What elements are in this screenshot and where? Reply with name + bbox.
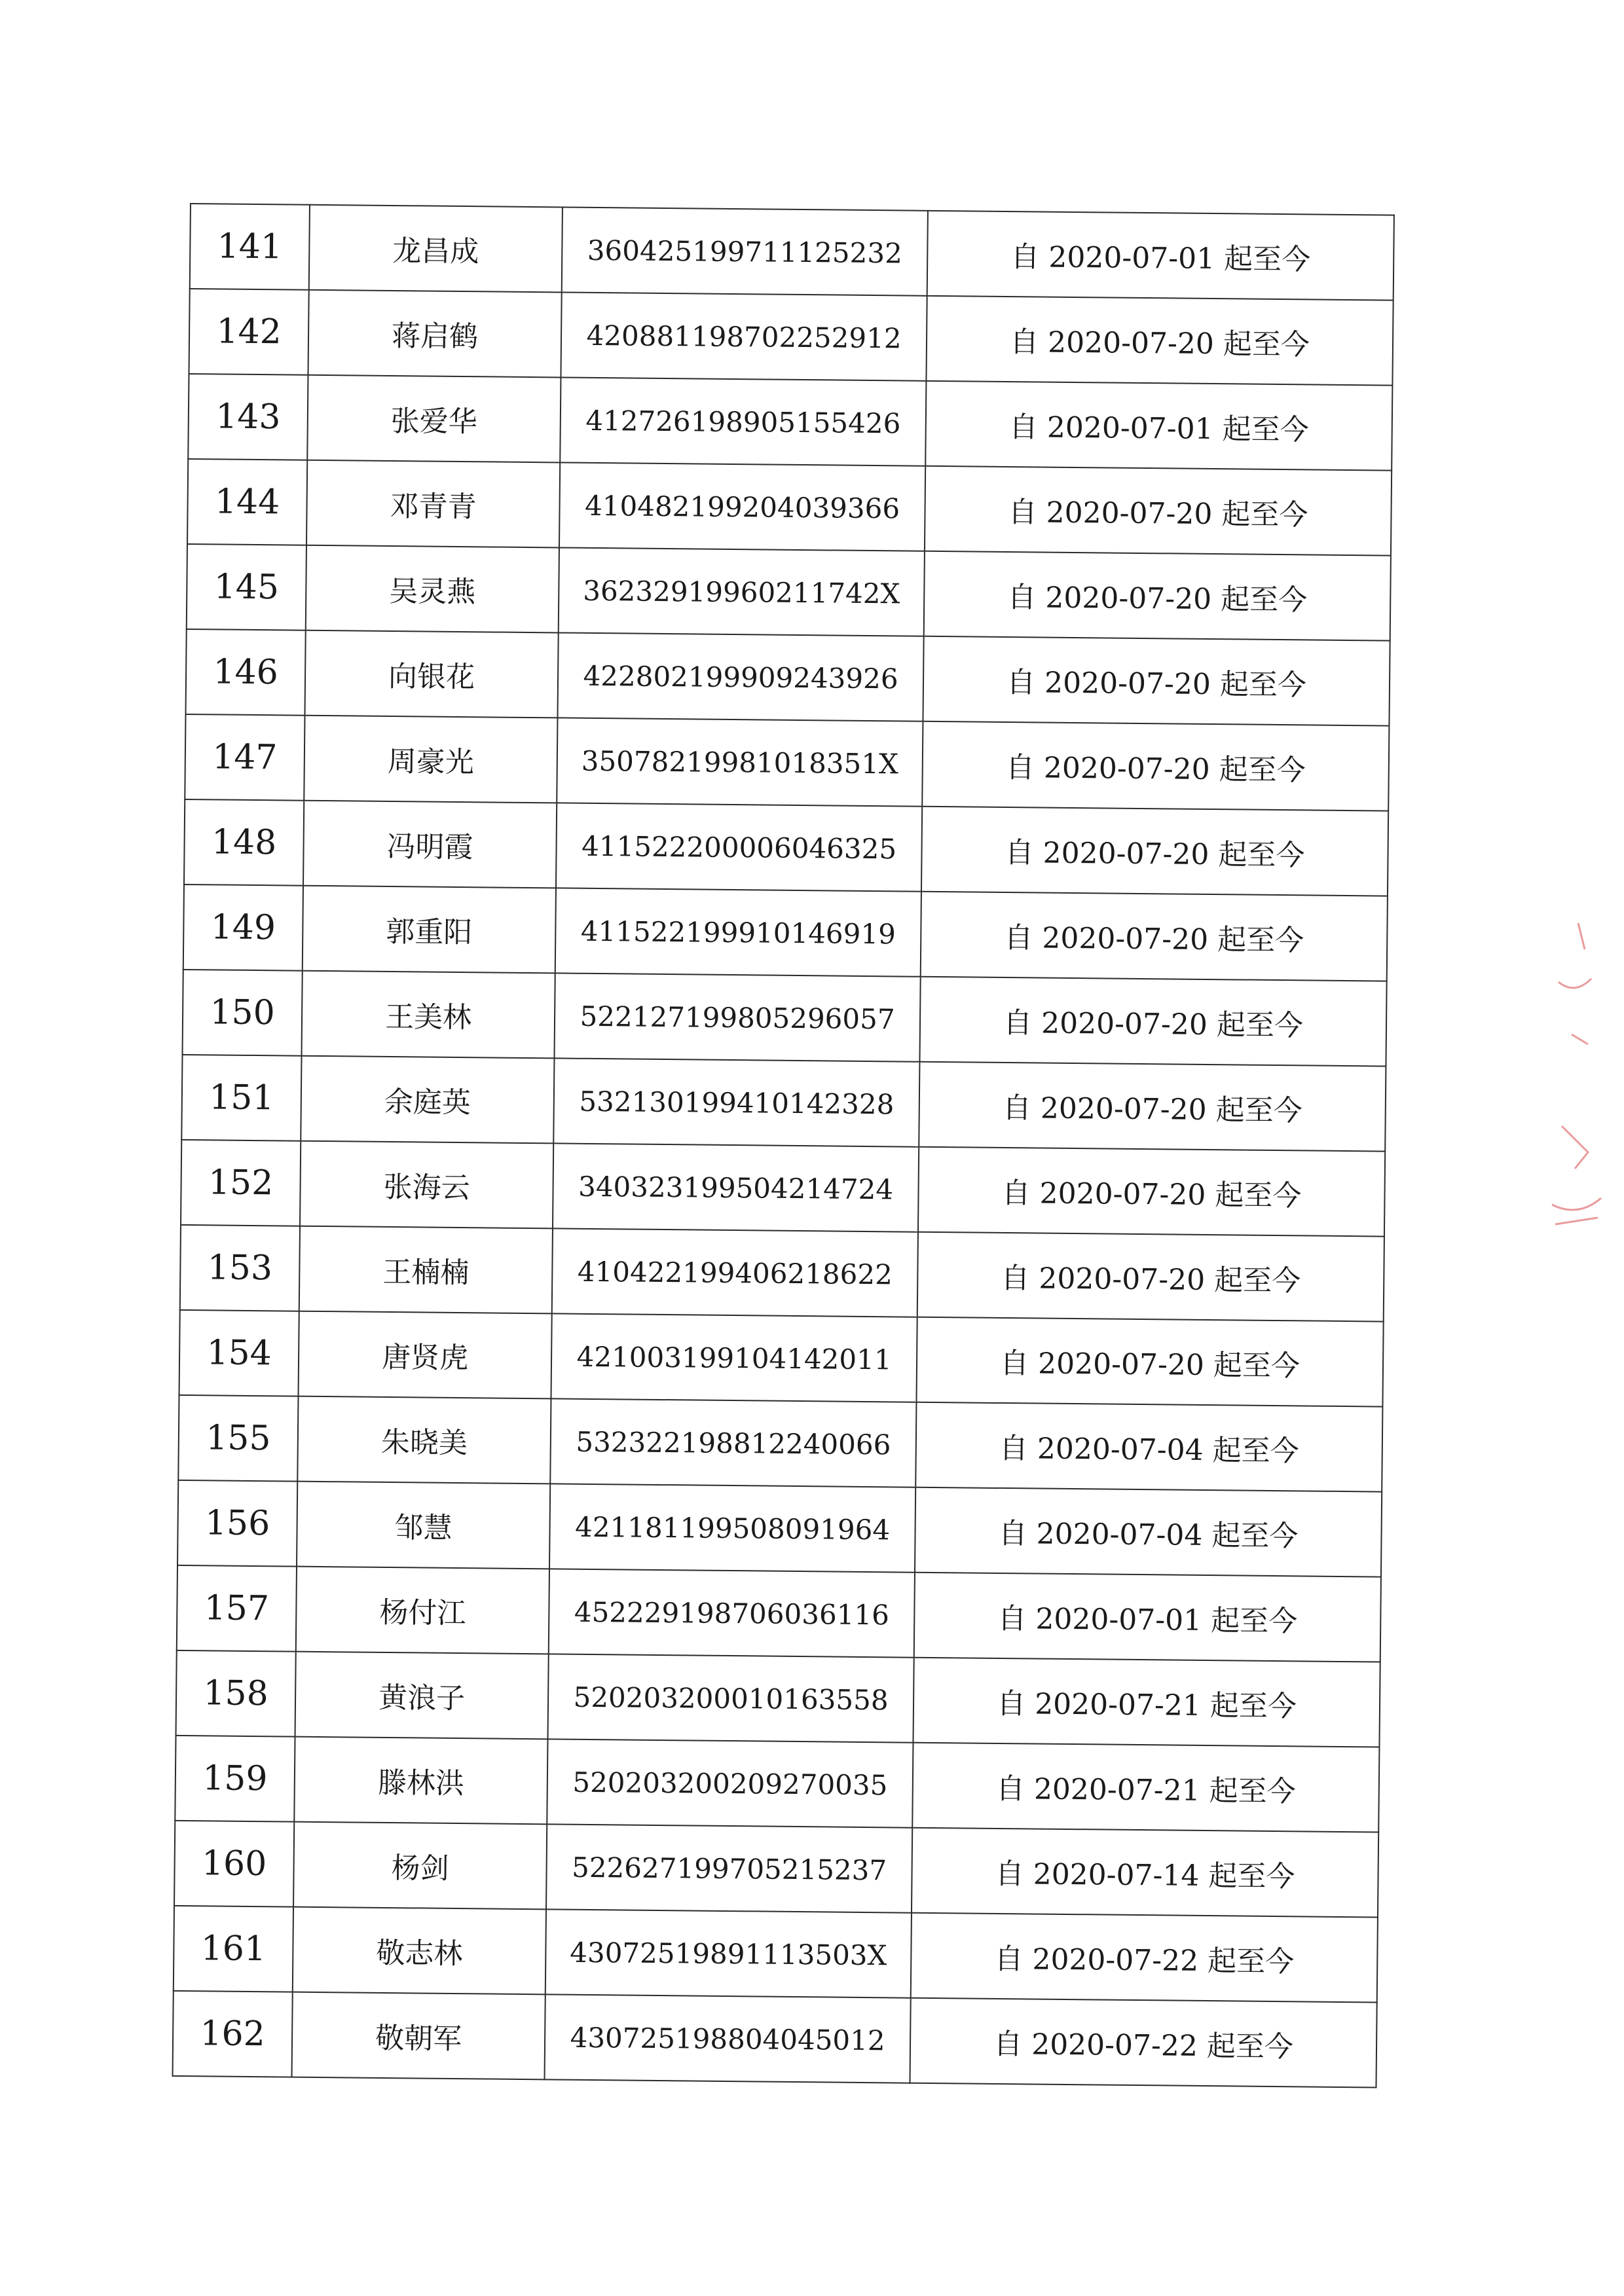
name-cell: 唐贤虎 — [299, 1311, 552, 1399]
date-suffix: 起至今 — [1211, 1519, 1299, 1554]
start-date: 2020-07-22 — [1032, 1942, 1199, 1978]
start-date: 2020-07-21 — [1033, 1772, 1200, 1808]
date-suffix: 起至今 — [1209, 1774, 1296, 1809]
date-prefix: 自 — [1010, 240, 1040, 274]
start-date: 2020-07-20 — [1039, 1176, 1206, 1212]
employment-period-cell — [921, 807, 1388, 896]
employment-period-cell — [916, 1317, 1383, 1407]
id-number-cell: 35078219981018351X — [557, 718, 923, 806]
date-suffix: 起至今 — [1215, 1093, 1302, 1128]
date-suffix: 起至今 — [1213, 1349, 1301, 1383]
start-date: 2020-07-01 — [1046, 410, 1213, 446]
start-date: 2020-07-20 — [1041, 1006, 1208, 1042]
employment-period-cell — [919, 1062, 1386, 1152]
employment-period-cell — [918, 1147, 1385, 1237]
date-prefix: 自 — [1009, 325, 1039, 359]
start-date: 2020-07-21 — [1034, 1687, 1202, 1722]
start-date: 2020-07-20 — [1046, 496, 1213, 532]
row-number-cell: 154 — [179, 1310, 299, 1396]
table-row — [178, 1395, 1382, 1492]
start-date: 2020-07-20 — [1042, 921, 1209, 957]
date-prefix: 自 — [1002, 1091, 1032, 1125]
start-date: 2020-07-20 — [1039, 1262, 1206, 1297]
date-suffix: 起至今 — [1218, 838, 1305, 873]
date-suffix: 起至今 — [1221, 498, 1308, 532]
employment-period-cell — [919, 977, 1386, 1066]
row-number-cell: 145 — [187, 544, 306, 630]
name-cell: 余庭英 — [301, 1056, 554, 1144]
roster-table-wrapper — [172, 203, 1388, 2088]
table-row — [176, 1650, 1380, 1747]
date-prefix: 自 — [1004, 920, 1033, 955]
employment-period-cell — [925, 381, 1392, 471]
id-number-cell: 520203200010163558 — [548, 1654, 914, 1742]
employment-period-cell — [922, 721, 1389, 811]
row-number-cell: 142 — [189, 289, 308, 375]
row-number-cell: 158 — [176, 1650, 296, 1737]
date-prefix: 自 — [1005, 751, 1035, 785]
date-prefix: 自 — [999, 1346, 1029, 1381]
table-row — [174, 1821, 1378, 1918]
id-number-cell: 532130199410142328 — [553, 1058, 919, 1146]
table-row — [183, 884, 1388, 981]
row-number-cell: 160 — [174, 1821, 294, 1907]
id-number-cell: 36232919960211742X — [559, 547, 925, 636]
employment-period-cell — [921, 892, 1388, 981]
employment-period-cell — [926, 296, 1393, 386]
employment-period-cell — [912, 1828, 1378, 1918]
date-suffix: 起至今 — [1223, 242, 1311, 277]
start-date: 2020-07-04 — [1036, 1517, 1203, 1552]
date-suffix: 起至今 — [1219, 668, 1307, 702]
name-cell: 敬志林 — [293, 1907, 546, 1995]
row-number-cell: 144 — [187, 459, 307, 545]
date-prefix: 自 — [995, 1772, 1025, 1806]
date-suffix: 起至今 — [1216, 1008, 1304, 1043]
date-prefix: 自 — [999, 1431, 1029, 1466]
table-row — [183, 970, 1387, 1066]
date-prefix: 自 — [997, 1601, 1027, 1636]
start-date: 2020-07-20 — [1045, 581, 1212, 617]
employment-period-cell — [911, 1913, 1378, 2003]
start-date: 2020-07-20 — [1043, 836, 1209, 871]
name-cell: 黄浪子 — [295, 1652, 549, 1740]
start-date: 2020-07-22 — [1031, 2028, 1198, 2063]
name-cell: 张海云 — [300, 1141, 553, 1229]
row-number-cell: 147 — [185, 714, 304, 801]
name-cell: 冯明霞 — [303, 801, 557, 888]
id-number-cell: 43072519891113503X — [545, 1909, 912, 1997]
date-suffix: 起至今 — [1210, 1604, 1298, 1639]
table-row — [186, 629, 1390, 726]
table-row — [174, 1906, 1378, 2003]
date-suffix: 起至今 — [1213, 1264, 1301, 1298]
id-number-cell: 360425199711125232 — [562, 207, 928, 295]
row-number-cell: 150 — [183, 970, 303, 1056]
start-date: 2020-07-20 — [1037, 1347, 1205, 1382]
id-number-cell: 420881198702252912 — [561, 292, 927, 380]
id-number-cell: 421003199104142011 — [551, 1313, 917, 1402]
table-row — [173, 1991, 1377, 2088]
date-suffix: 起至今 — [1222, 412, 1309, 447]
date-suffix: 起至今 — [1208, 1859, 1295, 1894]
id-number-cell: 422802199909243926 — [557, 632, 923, 721]
table-row — [190, 204, 1394, 301]
name-cell: 邹慧 — [297, 1482, 550, 1569]
date-suffix: 起至今 — [1223, 327, 1310, 362]
row-number-cell: 146 — [186, 629, 306, 716]
table-row — [185, 714, 1389, 811]
date-prefix: 自 — [998, 1516, 1027, 1551]
table-row — [187, 544, 1391, 641]
employment-period-cell — [913, 1658, 1380, 1747]
name-cell: 王楠楠 — [299, 1226, 553, 1314]
start-date: 2020-07-20 — [1047, 325, 1215, 361]
row-number-cell: 162 — [173, 1991, 293, 2077]
start-date: 2020-07-01 — [1035, 1602, 1202, 1637]
name-cell: 杨剑 — [293, 1822, 547, 1910]
table-row — [175, 1736, 1379, 1832]
date-suffix: 起至今 — [1217, 923, 1304, 958]
date-prefix: 自 — [995, 1857, 1024, 1891]
name-cell: 杨付江 — [296, 1567, 549, 1654]
row-number-cell: 157 — [177, 1565, 297, 1652]
employment-period-cell — [924, 551, 1391, 641]
red-stamp-mark — [1539, 910, 1611, 1250]
id-number-cell: 411522199910146919 — [555, 888, 921, 976]
table-row — [180, 1225, 1384, 1322]
table-row — [177, 1480, 1382, 1577]
name-cell: 敬朝军 — [292, 1992, 545, 2080]
name-cell: 郭重阳 — [303, 886, 556, 974]
start-date: 2020-07-01 — [1048, 240, 1215, 276]
name-cell: 吴灵燕 — [306, 545, 559, 633]
name-cell: 王美林 — [302, 971, 555, 1059]
employment-period-cell — [914, 1573, 1381, 1662]
date-suffix: 起至今 — [1207, 1944, 1295, 1979]
id-number-cell: 410482199204039366 — [559, 462, 925, 551]
id-number-cell: 532322198812240066 — [550, 1398, 916, 1487]
id-number-cell: 430725198804045012 — [545, 1994, 911, 2083]
date-prefix: 自 — [994, 1942, 1024, 1977]
id-number-cell: 410422199406218622 — [552, 1228, 918, 1317]
employment-period-cell — [912, 1743, 1379, 1832]
date-suffix: 起至今 — [1215, 1178, 1302, 1213]
date-prefix: 自 — [1008, 496, 1037, 530]
row-number-cell: 143 — [188, 374, 308, 460]
date-prefix: 自 — [1006, 666, 1036, 700]
id-number-cell: 412726198905155426 — [560, 377, 926, 465]
roster-table — [172, 203, 1395, 2088]
date-suffix: 起至今 — [1212, 1434, 1299, 1468]
row-number-cell: 152 — [181, 1140, 301, 1226]
start-date: 2020-07-04 — [1037, 1432, 1204, 1467]
start-date: 2020-07-20 — [1040, 1091, 1207, 1127]
table-row — [181, 1055, 1386, 1152]
id-number-cell: 522627199705215237 — [546, 1824, 912, 1912]
table-row — [188, 374, 1392, 471]
date-suffix: 起至今 — [1209, 1689, 1297, 1724]
name-cell: 朱晓美 — [297, 1396, 551, 1484]
row-number-cell: 149 — [183, 884, 303, 971]
start-date: 2020-07-20 — [1044, 666, 1211, 701]
roster-table-body — [173, 204, 1394, 2088]
table-row — [189, 289, 1393, 386]
name-cell: 滕林洪 — [294, 1737, 547, 1825]
row-number-cell: 159 — [175, 1736, 295, 1822]
row-number-cell: 141 — [190, 204, 310, 290]
employment-period-cell — [915, 1487, 1382, 1577]
date-prefix: 自 — [1001, 1176, 1031, 1211]
start-date: 2020-07-20 — [1043, 751, 1210, 786]
date-prefix: 自 — [996, 1686, 1026, 1721]
date-suffix: 起至今 — [1220, 583, 1308, 617]
employment-period-cell — [923, 636, 1390, 726]
row-number-cell: 153 — [180, 1225, 300, 1311]
name-cell: 周豪光 — [304, 716, 557, 803]
id-number-cell: 452229198706036116 — [549, 1569, 915, 1657]
employment-period-cell — [925, 466, 1392, 556]
id-number-cell: 411522200006046325 — [556, 803, 922, 891]
date-prefix: 自 — [1003, 1006, 1033, 1040]
date-prefix: 自 — [1008, 410, 1039, 445]
start-date: 2020-07-14 — [1033, 1857, 1200, 1893]
employment-period-cell — [910, 1998, 1376, 2088]
name-cell: 蒋启鹤 — [308, 290, 561, 378]
id-number-cell: 340323199504214724 — [553, 1143, 919, 1231]
name-cell: 邓青青 — [306, 460, 560, 548]
id-number-cell: 520203200209270035 — [547, 1739, 913, 1827]
name-cell: 张爱华 — [307, 375, 561, 463]
row-number-cell: 156 — [177, 1480, 297, 1567]
date-prefix: 自 — [1001, 1261, 1030, 1296]
table-row — [177, 1565, 1381, 1662]
date-prefix: 自 — [1007, 581, 1037, 615]
date-prefix: 自 — [993, 2027, 1023, 2062]
date-prefix: 自 — [1005, 835, 1034, 870]
table-row — [184, 799, 1388, 896]
employment-period-cell — [915, 1402, 1382, 1492]
id-number-cell: 421181199508091964 — [549, 1484, 915, 1572]
row-number-cell: 148 — [184, 799, 304, 886]
name-cell: 龙昌成 — [309, 205, 563, 293]
employment-period-cell — [927, 211, 1394, 301]
employment-period-cell — [917, 1232, 1384, 1322]
row-number-cell: 151 — [181, 1055, 301, 1141]
row-number-cell: 161 — [174, 1906, 293, 1992]
row-number-cell: 155 — [178, 1395, 298, 1482]
name-cell: 向银花 — [304, 630, 558, 718]
table-row — [187, 459, 1392, 556]
table-row — [181, 1140, 1385, 1237]
date-suffix: 起至今 — [1219, 753, 1306, 788]
id-number-cell: 522127199805296057 — [554, 973, 920, 1061]
table-row — [179, 1310, 1384, 1407]
date-suffix: 起至今 — [1206, 2030, 1294, 2064]
